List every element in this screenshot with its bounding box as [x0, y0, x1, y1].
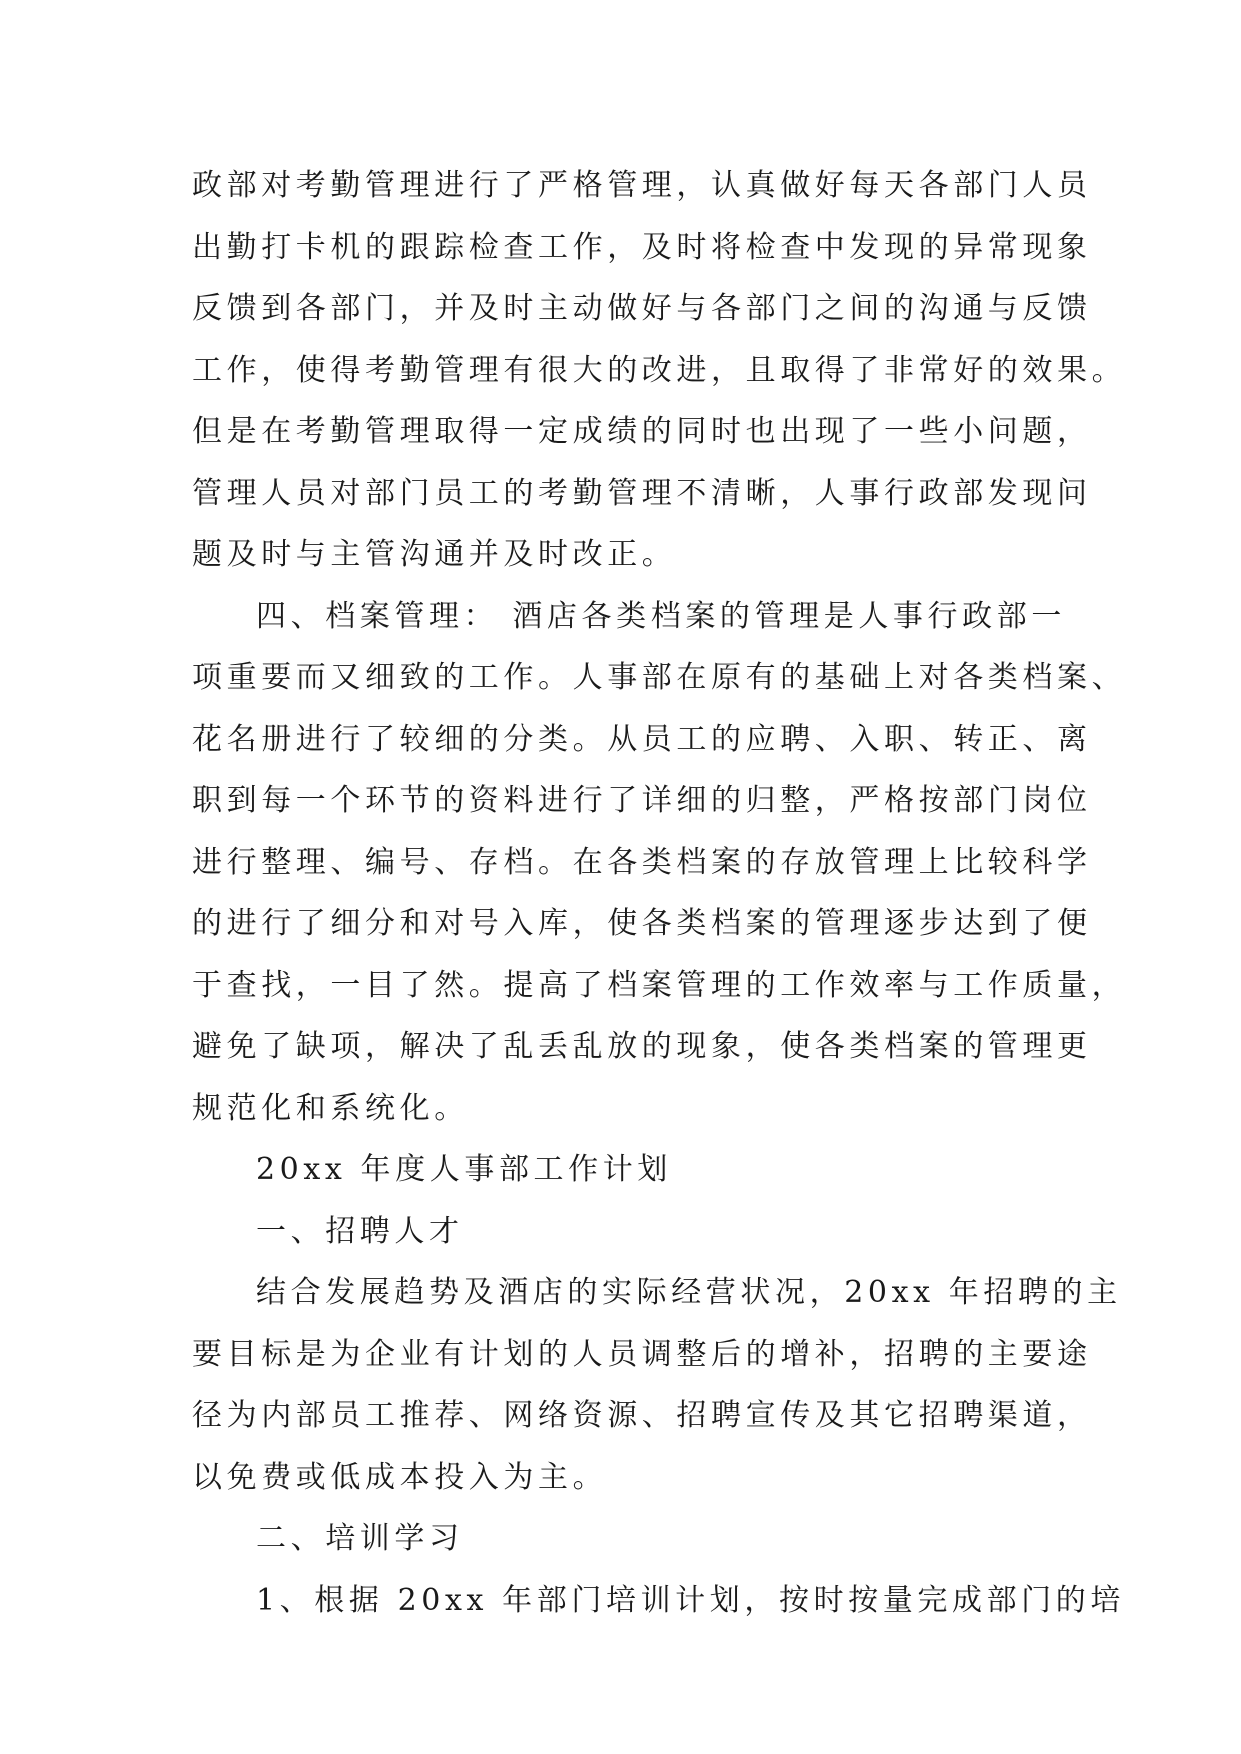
paragraph-line: 职到每一个环节的资料进行了详细的归整，严格按部门岗位: [192, 783, 1092, 818]
paragraph-line: 反馈到各部门，并及时主动做好与各部门之间的沟通与反馈: [192, 291, 1092, 326]
paragraph-line: 径为内部员工推荐、网络资源、招聘宣传及其它招聘渠道，: [192, 1398, 1092, 1433]
paragraph-line: 工作，使得考勤管理有很大的改进，且取得了非常好的效果。: [192, 352, 1127, 388]
paragraph-line: 以免费或低成本投入为主。: [192, 1459, 608, 1495]
paragraph-line: 于查找，一目了然。提高了档案管理的工作效率与工作质量，: [192, 967, 1127, 1003]
document-body: [192, 155, 1127, 1631]
section-heading-recruitment: 一、招聘人才: [256, 1213, 464, 1249]
paragraph-line: 出勤打卡机的跟踪检查工作，及时将检查中发现的异常现象: [192, 229, 1092, 265]
paragraph-line: 结合发展趋势及酒店的实际经营状况，20xx 年招聘的主: [256, 1275, 1122, 1310]
plan-title: 20xx 年度人事部工作计划: [256, 1152, 672, 1187]
section-heading-training: 二、培训学习: [256, 1521, 464, 1556]
paragraph-line: 题及时与主管沟通并及时改正。: [192, 537, 677, 572]
section-heading-archives: 四、档案管理： 酒店各类档案的管理是人事行政部一: [256, 598, 1066, 634]
paragraph-line: 但是在考勤管理取得一定成绩的同时也出现了一些小问题，: [192, 414, 1092, 449]
paragraph-line: 要目标是为企业有计划的人员调整后的增补，招聘的主要途: [192, 1336, 1092, 1372]
paragraph-line: 管理人员对部门员工的考勤管理不清晰，人事行政部发现问: [192, 475, 1092, 511]
paragraph-line: 规范化和系统化。: [192, 1090, 469, 1126]
paragraph-line: 政部对考勤管理进行了严格管理，认真做好每天各部门人员: [192, 168, 1092, 203]
paragraph-line: 进行整理、编号、存档。在各类档案的存放管理上比较科学: [192, 844, 1092, 880]
paragraph-line: 的进行了细分和对号入库，使各类档案的管理逐步达到了便: [192, 906, 1092, 941]
paragraph-line: 项重要而又细致的工作。人事部在原有的基础上对各类档案、: [192, 660, 1127, 695]
paragraph-line: 1、根据 20xx 年部门培训计划，按时按量完成部门的培: [256, 1582, 1125, 1618]
paragraph-line: 花名册进行了较细的分类。从员工的应聘、入职、转正、离: [192, 721, 1092, 757]
paragraph-line: 避免了缺项，解决了乱丢乱放的现象，使各类档案的管理更: [192, 1029, 1092, 1064]
